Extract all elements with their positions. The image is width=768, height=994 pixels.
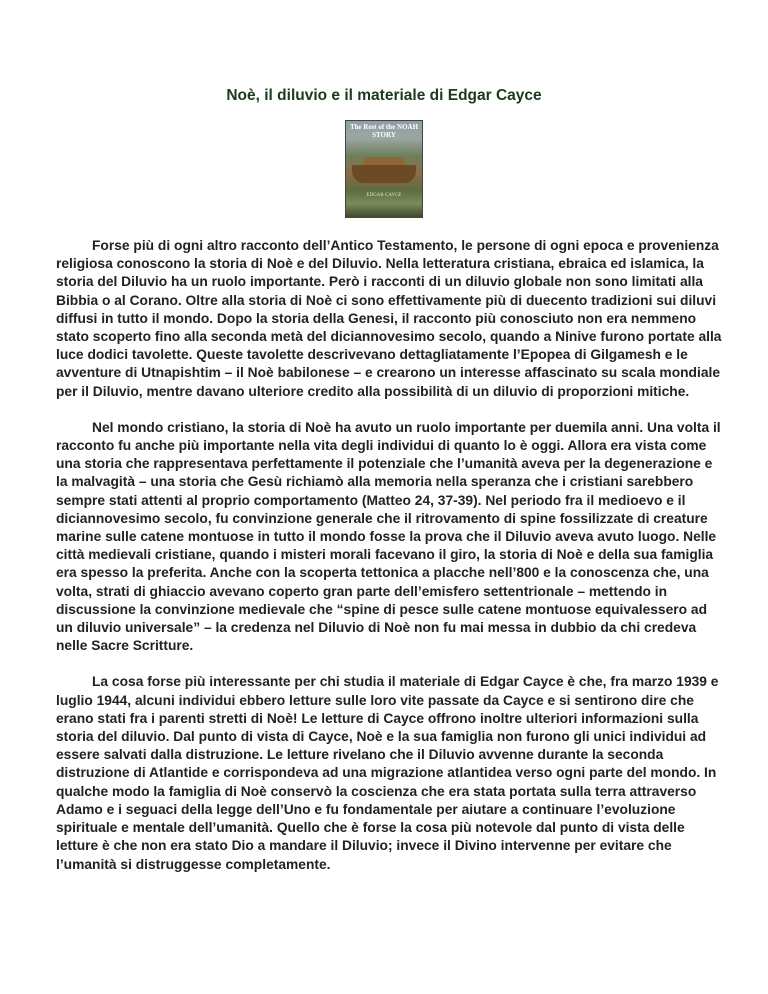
book-cover-subtitle: EDGAR CAYCE bbox=[366, 193, 402, 198]
paragraph-1: Forse più di ogni altro racconto dell’Antico Testamento, le persone di ogni epoca e provenienza religiosa conoscono la storia di Noè e del Diluvio. Nella letteratura cristiana, ebraica ed islamica, la storia del Diluvio ha un ruolo importante. Però i racconti di un diluvio globale non sono limitati alla Bibbia o al Corano. Oltre alla storia di Noè ci sono effettivamente più di duecento tradizioni sui diluvi diffusi in tutto il mondo. Dopo la storia della Genesi, il racconto più conosciuto non era nemmeno stato scoperto fino alla seconda metà del diciannovesimo secolo, quando a Ninive furono portate alla luce dodici tavolette. Queste tavolette descrivevano dettagliatamente l’Epopea di Gilgamesh e le avventure di Utnapishtim – il Noè babilonese – e crearono un interesse affascinato su scala mondiale per il Diluvio, mentre davano ulteriore credito alla possibilità di un diluvio di proporzioni mitiche. bbox=[56, 238, 722, 399]
paragraph-3: La cosa forse più interessante per chi studia il materiale di Edgar Cayce è che, fra marzo 1939 e luglio 1944, alcuni individui ebbero letture sulle loro vite passate da Cayce e si sentirono dire che erano stati fra i parenti stretti di Noè! Le letture di Cayce offrono inoltre ulteriori informazioni sulla storia del diluvio. Dal punto di vista di Cayce, Noè e la sua famiglia non furono gli unici individui ad essere salvati dalla distruzione. Le letture rivelano che il Diluvio avvenne durante la seconda distruzione di Atlantide e corrispondeva ad una migrazione atlantidea verso ogni parte del mondo. In qualche modo la famiglia di Noè conservò la coscienza che era stata portata sulla terra attraverso Adamo e i seguaci della legge dell’Uno e fu fondamentale per aiutare a continuare l’evoluzione spirituale e mentale dell’umanità. Quello che è forse la cosa più notevole dal punto di vista delle letture è che non era stato Dio a mandare il Diluvio; invece il Divino intervenne per evitare che l’umanità si distruggesse completamente. bbox=[56, 674, 719, 872]
book-cover-image bbox=[345, 120, 423, 218]
article-body bbox=[56, 237, 726, 892]
book-cover-title: The Rest of the NOAH STORY bbox=[349, 123, 419, 139]
paragraph-2: Nel mondo cristiano, la storia di Noè ha avuto un ruolo importante per duemila anni. Una volta il racconto fu anche più importante nella vita degli individui di quanto lo è oggi. Allora era vista come una storia che rappresentava perfettamente il potenziale che l’umanità aveva per la degenerazione e la malvagità – una storia che Gesù richiamò alla memoria nella speranza che i cristiani sarebbero sempre stati attenti al proprio comportamento (Matteo 24, 37-39). Nel periodo fra il medioevo e il diciannovesimo secolo, fu convinzione generale che il ritrovamento di spine fossilizzate di creature marine sulle catene montuose in tutto il mondo fosse la prova che il Diluvio aveva avuto luogo. Nelle città medievali cristiane, quando i misteri morali facevano il giro, la storia di Noè e della sua famiglia era spesso la preferita. Anche con la scoperta tettonica a placche nell’800 e la conoscenza che, una volta, strati di ghiaccio avevano coperto gran parte dell’emisfero settentrionale – mettendo in discussione la convinzione medievale che “spine di pesce sulle catene montuose equivalessero ad un diluvio universale” – la credenza nel Diluvio di Noè non fu mai messa in dubbio da chi credeva nelle Sacre Scritture. bbox=[56, 419, 721, 654]
ark-shape bbox=[352, 165, 416, 183]
page-title: Noè, il diluvio e il materiale di Edgar Cayce bbox=[226, 87, 542, 104]
